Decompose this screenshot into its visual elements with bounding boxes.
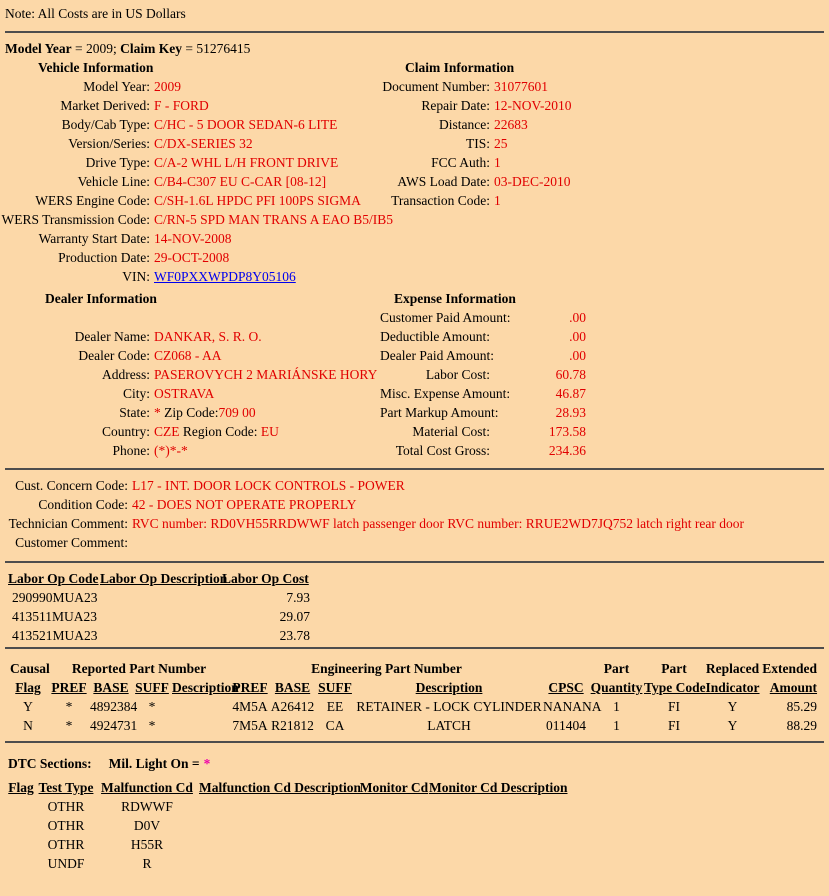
info-row — [0, 327, 380, 346]
wers-engine-code-label: WERS Engine Code: — [35, 193, 150, 208]
claim-key-label: Claim Key — [120, 41, 182, 56]
aws-load-date-value: 03-DEC-2010 — [494, 174, 571, 189]
total-cost-gross-label: Total Cost Gross: — [395, 443, 490, 458]
cpsc-group-spacer — [543, 659, 589, 678]
dtc-monitor-cd-description-cell — [429, 854, 559, 873]
info-row — [380, 115, 829, 134]
labor-op-description-cell — [100, 607, 222, 626]
info-row — [380, 346, 829, 365]
vehicle-claim-section — [0, 58, 829, 286]
dtc-monitor-cd-cell — [359, 835, 429, 854]
info-row — [380, 191, 829, 210]
dtc-malfunction-cd-header: Malfunction Cd — [101, 780, 193, 795]
eng-base-header: BASE — [274, 680, 311, 695]
body-cab-type-label: Body/Cab Type: — [61, 117, 150, 132]
model-year-value: 2009 — [154, 79, 181, 94]
dealer-code-value: CZ068 - AA — [154, 348, 222, 363]
dtc-malfunction-cd-description-cell — [199, 816, 359, 835]
misc-expense-amount-value: 46.87 — [555, 386, 586, 401]
city-label: City: — [122, 386, 150, 401]
production-date-label: Production Date: — [58, 250, 150, 265]
labor-op-table — [8, 569, 310, 645]
expense-info-heading: Expense Information — [394, 291, 516, 306]
reported-pref-cell: * — [65, 718, 73, 733]
document-number-label: Document Number: — [382, 79, 490, 94]
info-row — [380, 308, 829, 327]
dealer-info-pane — [0, 289, 380, 460]
section-divider — [5, 31, 824, 33]
distance-label: Distance: — [439, 117, 490, 132]
section-divider — [5, 468, 824, 470]
info-row — [0, 153, 380, 172]
labor-header-row — [8, 569, 310, 588]
dtc-malfunction-cd-cell: D0V — [133, 818, 161, 833]
dtc-monitor-cd-cell — [359, 854, 429, 873]
parts-row — [8, 697, 817, 716]
production-date-value: 29-OCT-2008 — [154, 250, 230, 265]
reported-pref-cell: * — [65, 699, 73, 714]
reported-description-cell — [172, 697, 230, 716]
labor-op-code-cell: 413521MUA23 — [12, 628, 98, 643]
section-divider — [5, 647, 824, 649]
material-cost-value: 173.58 — [548, 424, 586, 439]
cpsc-cell: 011404 — [546, 718, 587, 733]
labor-cost-label: Labor Cost: — [425, 367, 490, 382]
indicator-cell: Y — [727, 718, 738, 733]
labor-op-description-cell — [100, 588, 222, 607]
reported-base-header: BASE — [93, 680, 129, 695]
info-row — [0, 384, 380, 403]
info-row — [380, 134, 829, 153]
dtc-flag-cell — [5, 854, 37, 873]
material-cost-label: Material Cost: — [412, 424, 490, 439]
info-row — [380, 96, 829, 115]
quantity-header: Quantity — [590, 680, 643, 695]
condition-code-value: 42 - DOES NOT OPERATE PROPERLY — [132, 497, 357, 512]
parts-group-header-row — [8, 659, 817, 678]
model-year-claim-key-line — [5, 39, 829, 58]
deductible-amount-value: .00 — [569, 329, 586, 344]
vehicle-line-value: C/B4-C307 EU C-CAR [08-12] — [154, 174, 327, 189]
address-label: Address: — [102, 367, 150, 382]
dtc-malfunction-cd-cell: RDWWF — [121, 799, 173, 814]
labor-op-code-cell: 290990MUA23 — [12, 590, 98, 605]
market-derived-value: F - FORD — [154, 98, 209, 113]
info-row — [0, 495, 829, 514]
reported-suff-header: SUFF — [135, 680, 169, 695]
tis-label: TIS: — [465, 136, 490, 151]
version-series-label: Version/Series: — [68, 136, 150, 151]
dtc-monitor-cd-cell — [359, 816, 429, 835]
concern-section — [0, 476, 829, 552]
section-divider — [5, 741, 824, 743]
part-markup-amount-label: Part Markup Amount: — [380, 405, 499, 420]
dealer-name-label: Dealer Name: — [74, 329, 150, 344]
info-row — [380, 403, 829, 422]
labor-op-cost-cell: 29.07 — [279, 609, 310, 624]
city-value: OSTRAVA — [154, 386, 215, 401]
expense-info-pane — [380, 289, 829, 460]
reported-suff-cell: * — [148, 718, 156, 733]
labor-op-description-cell — [100, 626, 222, 645]
eng-base-cell: R21812 — [271, 718, 314, 733]
info-row — [0, 229, 380, 248]
model-year-key-label: Model Year — [5, 41, 72, 56]
costs-note: Note: All Costs are in US Dollars — [5, 6, 186, 21]
info-row — [0, 172, 380, 191]
info-row — [0, 403, 380, 422]
reported-pref-header: PREF — [51, 680, 87, 695]
customer-comment-label: Customer Comment: — [15, 535, 128, 550]
fcc-auth-value: 1 — [494, 155, 501, 170]
zip-code-value: 709 00 — [218, 405, 256, 420]
reported-suff-cell: * — [148, 699, 156, 714]
labor-op-description-header: Labor Op Description — [100, 571, 228, 586]
distance-value: 22683 — [494, 117, 528, 132]
amount-cell: 88.29 — [786, 718, 818, 733]
info-row — [0, 441, 380, 460]
fcc-auth-label: FCC Auth: — [431, 155, 490, 170]
flag-cell: N — [23, 718, 33, 733]
labor-op-code-cell: 413511MUA23 — [12, 609, 98, 624]
phone-value: (*)*-* — [154, 443, 188, 458]
dealer-name-value: DANKAR, S. R. O. — [154, 329, 262, 344]
repair-date-label: Repair Date: — [421, 98, 490, 113]
info-row — [380, 384, 829, 403]
type-code-cell: FI — [668, 699, 681, 714]
dtc-malfunction-cd-description-cell — [199, 797, 359, 816]
transaction-code-label: Transaction Code: — [391, 193, 490, 208]
eng-description-cell: RETAINER - LOCK CYLINDER — [356, 699, 542, 714]
reported-base-cell: 4924731 — [90, 718, 138, 733]
reported-part-number-group-header: Reported Part Number — [71, 661, 207, 676]
repair-date-value: 12-NOV-2010 — [494, 98, 572, 113]
labor-op-code-header: Labor Op Code — [8, 571, 99, 586]
address-value: PASEROVYCH 2 MARIÁNSKE HORY — [154, 367, 378, 382]
warranty-start-date-value: 14-NOV-2008 — [154, 231, 232, 246]
claim-info-heading: Claim Information — [405, 60, 515, 75]
dealer-code-label: Dealer Code: — [78, 348, 150, 363]
dtc-flag-cell — [5, 816, 37, 835]
quantity-cell: 1 — [613, 699, 620, 714]
wers-engine-code-value: C/SH-1.6L HPDC PFI 100PS SIGMA — [154, 193, 361, 208]
type-code-header: Type Code — [644, 680, 706, 695]
causal-group-header: Causal — [10, 661, 50, 676]
country-label: Country: — [101, 424, 150, 439]
dtc-header-row — [5, 778, 559, 797]
dtc-flag-header: Flag — [8, 780, 34, 795]
drive-type-value: C/A-2 WHL L/H FRONT DRIVE — [154, 155, 339, 170]
dealer-info-heading: Dealer Information — [45, 291, 157, 306]
state-label: State: — [119, 405, 150, 420]
info-row — [0, 115, 380, 134]
replaced-group-header: Replaced — [705, 661, 760, 676]
labor-op-cost-cell: 7.93 — [286, 590, 310, 605]
wers-transmission-code-label: WERS Transmission Code: — [1, 212, 150, 227]
cpsc-cell: NANANA — [543, 699, 602, 714]
dtc-malfunction-cd-description-cell — [199, 854, 359, 873]
eng-base-cell: A26412 — [270, 699, 315, 714]
dtc-monitor-cd-description-header: Monitor Cd Description — [429, 780, 568, 795]
eng-pref-header: PREF — [232, 680, 268, 695]
model-year-label: Model Year: — [83, 79, 150, 94]
dtc-section — [0, 754, 829, 873]
engineering-part-number-group-header: Engineering Part Number — [311, 661, 462, 676]
customer-paid-amount-label: Customer Paid Amount: — [380, 310, 511, 325]
body-cab-type-value: C/HC - 5 DOOR SEDAN-6 LITE — [154, 117, 338, 132]
country-value: CZE — [154, 424, 180, 439]
claim-info-pane — [380, 58, 829, 286]
info-row — [380, 153, 829, 172]
eng-suff-header: SUFF — [318, 680, 352, 695]
eng-description-header: Description — [415, 680, 483, 695]
info-row — [380, 77, 829, 96]
info-row — [0, 248, 380, 267]
dtc-monitor-cd-description-cell — [429, 816, 559, 835]
reported-base-cell: 4892384 — [90, 699, 138, 714]
dtc-malfunction-cd-description-header: Malfunction Cd Description — [199, 780, 361, 795]
parts-row — [8, 716, 817, 735]
info-row — [0, 77, 380, 96]
info-row — [380, 422, 829, 441]
cust-concern-code-value: L17 - INT. DOOR LOCK CONTROLS - POWER — [132, 478, 405, 493]
dtc-row — [5, 816, 559, 835]
eng-suff-cell: CA — [325, 718, 345, 733]
dealer-paid-amount-value: .00 — [569, 348, 586, 363]
info-row — [0, 422, 380, 441]
dtc-monitor-cd-description-cell — [429, 835, 559, 854]
dtc-flag-cell — [5, 797, 37, 816]
dtc-table — [5, 778, 568, 873]
mil-light-on-label: Mil. Light On = — [108, 756, 200, 771]
drive-type-label: Drive Type: — [85, 155, 150, 170]
part-quantity-group-header: Part — [603, 661, 630, 676]
dtc-monitor-cd-header: Monitor Cd — [359, 780, 429, 795]
version-series-value: C/DX-SERIES 32 — [154, 136, 253, 151]
dtc-test-type-cell: UNDF — [47, 856, 85, 871]
type-code-cell: FI — [668, 718, 681, 733]
section-divider — [5, 561, 824, 563]
dtc-malfunction-cd-cell: H55R — [130, 837, 164, 852]
indicator-header: Indicator — [705, 680, 760, 695]
state-value: * — [154, 405, 161, 420]
eng-description-cell: LATCH — [427, 718, 471, 733]
market-derived-label: Market Derived: — [60, 98, 150, 113]
dtc-title-row — [8, 754, 829, 773]
part-type-group-header: Part — [661, 661, 687, 676]
info-row — [380, 365, 829, 384]
tis-value: 25 — [494, 136, 508, 151]
info-row — [0, 96, 380, 115]
labor-row — [8, 607, 310, 626]
parts-header-row — [8, 678, 817, 697]
info-row — [380, 327, 829, 346]
warranty-start-date-label: Warranty Start Date: — [38, 231, 150, 246]
amount-cell: 85.29 — [786, 699, 818, 714]
technician-comment-label: Technician Comment: — [8, 516, 128, 531]
model-year-key-value: = 2009; — [74, 41, 117, 56]
dtc-row — [5, 797, 559, 816]
info-row — [380, 441, 829, 460]
labor-op-cost-header: Labor Op Cost — [222, 571, 309, 586]
cust-concern-code-label: Cust. Concern Code: — [15, 478, 128, 493]
dealer-paid-amount-label: Dealer Paid Amount: — [380, 348, 494, 363]
misc-expense-amount-label: Misc. Expense Amount: — [380, 386, 511, 401]
dtc-test-type-cell: OTHR — [47, 837, 85, 852]
vehicle-line-label: Vehicle Line: — [77, 174, 150, 189]
info-row — [0, 365, 380, 384]
info-row — [0, 346, 380, 365]
labor-cost-value: 60.78 — [555, 367, 586, 382]
deductible-amount-label: Deductible Amount: — [380, 329, 490, 344]
dtc-row — [5, 854, 559, 873]
dtc-test-type-header: Test Type — [38, 780, 94, 795]
indicator-cell: Y — [727, 699, 738, 714]
dtc-flag-cell — [5, 835, 37, 854]
aws-load-date-label: AWS Load Date: — [397, 174, 490, 189]
wers-transmission-code-value: C/RN-5 SPD MAN TRANS A EAO B5/IB5 — [154, 212, 394, 227]
dtc-row — [5, 835, 559, 854]
region-code-value: EU — [260, 424, 279, 439]
document-number-value: 31077601 — [494, 79, 548, 94]
dtc-test-type-cell: OTHR — [47, 818, 85, 833]
info-row — [0, 476, 829, 495]
vehicle-info-heading: Vehicle Information — [38, 60, 154, 75]
info-row — [0, 514, 829, 533]
eng-pref-cell: 7M5A — [232, 718, 268, 733]
blank-row — [0, 308, 380, 327]
vin-link[interactable]: WF0PXXWPDP8Y05106 — [154, 269, 296, 284]
info-row — [380, 172, 829, 191]
info-row — [0, 533, 829, 552]
flag-header: Flag — [15, 680, 41, 695]
info-row — [0, 134, 380, 153]
reported-description-header: Description — [172, 680, 239, 695]
technician-comment-value: RVC number: RD0VH55RRDWWF latch passenger door RVC number: RRUE2WD7JQ752 latch right rear door — [132, 516, 744, 531]
part-markup-amount-value: 28.93 — [555, 405, 586, 420]
zip-code-label: Zip Code: — [164, 405, 219, 420]
vehicle-info-pane — [0, 58, 394, 286]
info-row — [0, 210, 394, 229]
transaction-code-value: 1 — [494, 193, 501, 208]
customer-paid-amount-value: .00 — [569, 310, 586, 325]
labor-op-cost-cell: 23.78 — [279, 628, 310, 643]
causal-parts-table — [8, 659, 817, 735]
dtc-monitor-cd-cell — [359, 797, 429, 816]
labor-row — [8, 626, 310, 645]
phone-label: Phone: — [112, 443, 150, 458]
mil-light-on-value: * — [203, 756, 211, 771]
region-code-label: Region Code: — [182, 424, 258, 439]
total-cost-gross-value: 234.36 — [548, 443, 586, 458]
dtc-monitor-cd-description-cell — [429, 797, 559, 816]
info-row — [0, 267, 380, 286]
dtc-sections-label: DTC Sections: — [8, 756, 92, 771]
info-row — [0, 191, 380, 210]
reported-description-cell — [172, 716, 230, 735]
dtc-malfunction-cd-cell: R — [142, 856, 152, 871]
labor-row — [8, 588, 310, 607]
eng-pref-cell: 4M5A — [232, 699, 268, 714]
dtc-test-type-cell: OTHR — [47, 799, 85, 814]
condition-code-label: Condition Code: — [38, 497, 128, 512]
extended-group-header: Extended — [762, 661, 818, 676]
eng-suff-cell: EE — [326, 699, 344, 714]
vin-label: VIN: — [122, 269, 150, 284]
flag-cell: Y — [23, 699, 33, 714]
claim-key-value: = 51276415 — [185, 41, 251, 56]
amount-header: Amount — [769, 680, 818, 695]
dtc-malfunction-cd-description-cell — [199, 835, 359, 854]
quantity-cell: 1 — [613, 718, 620, 733]
cpsc-header: CPSC — [548, 680, 584, 695]
dealer-expense-section — [0, 289, 829, 460]
